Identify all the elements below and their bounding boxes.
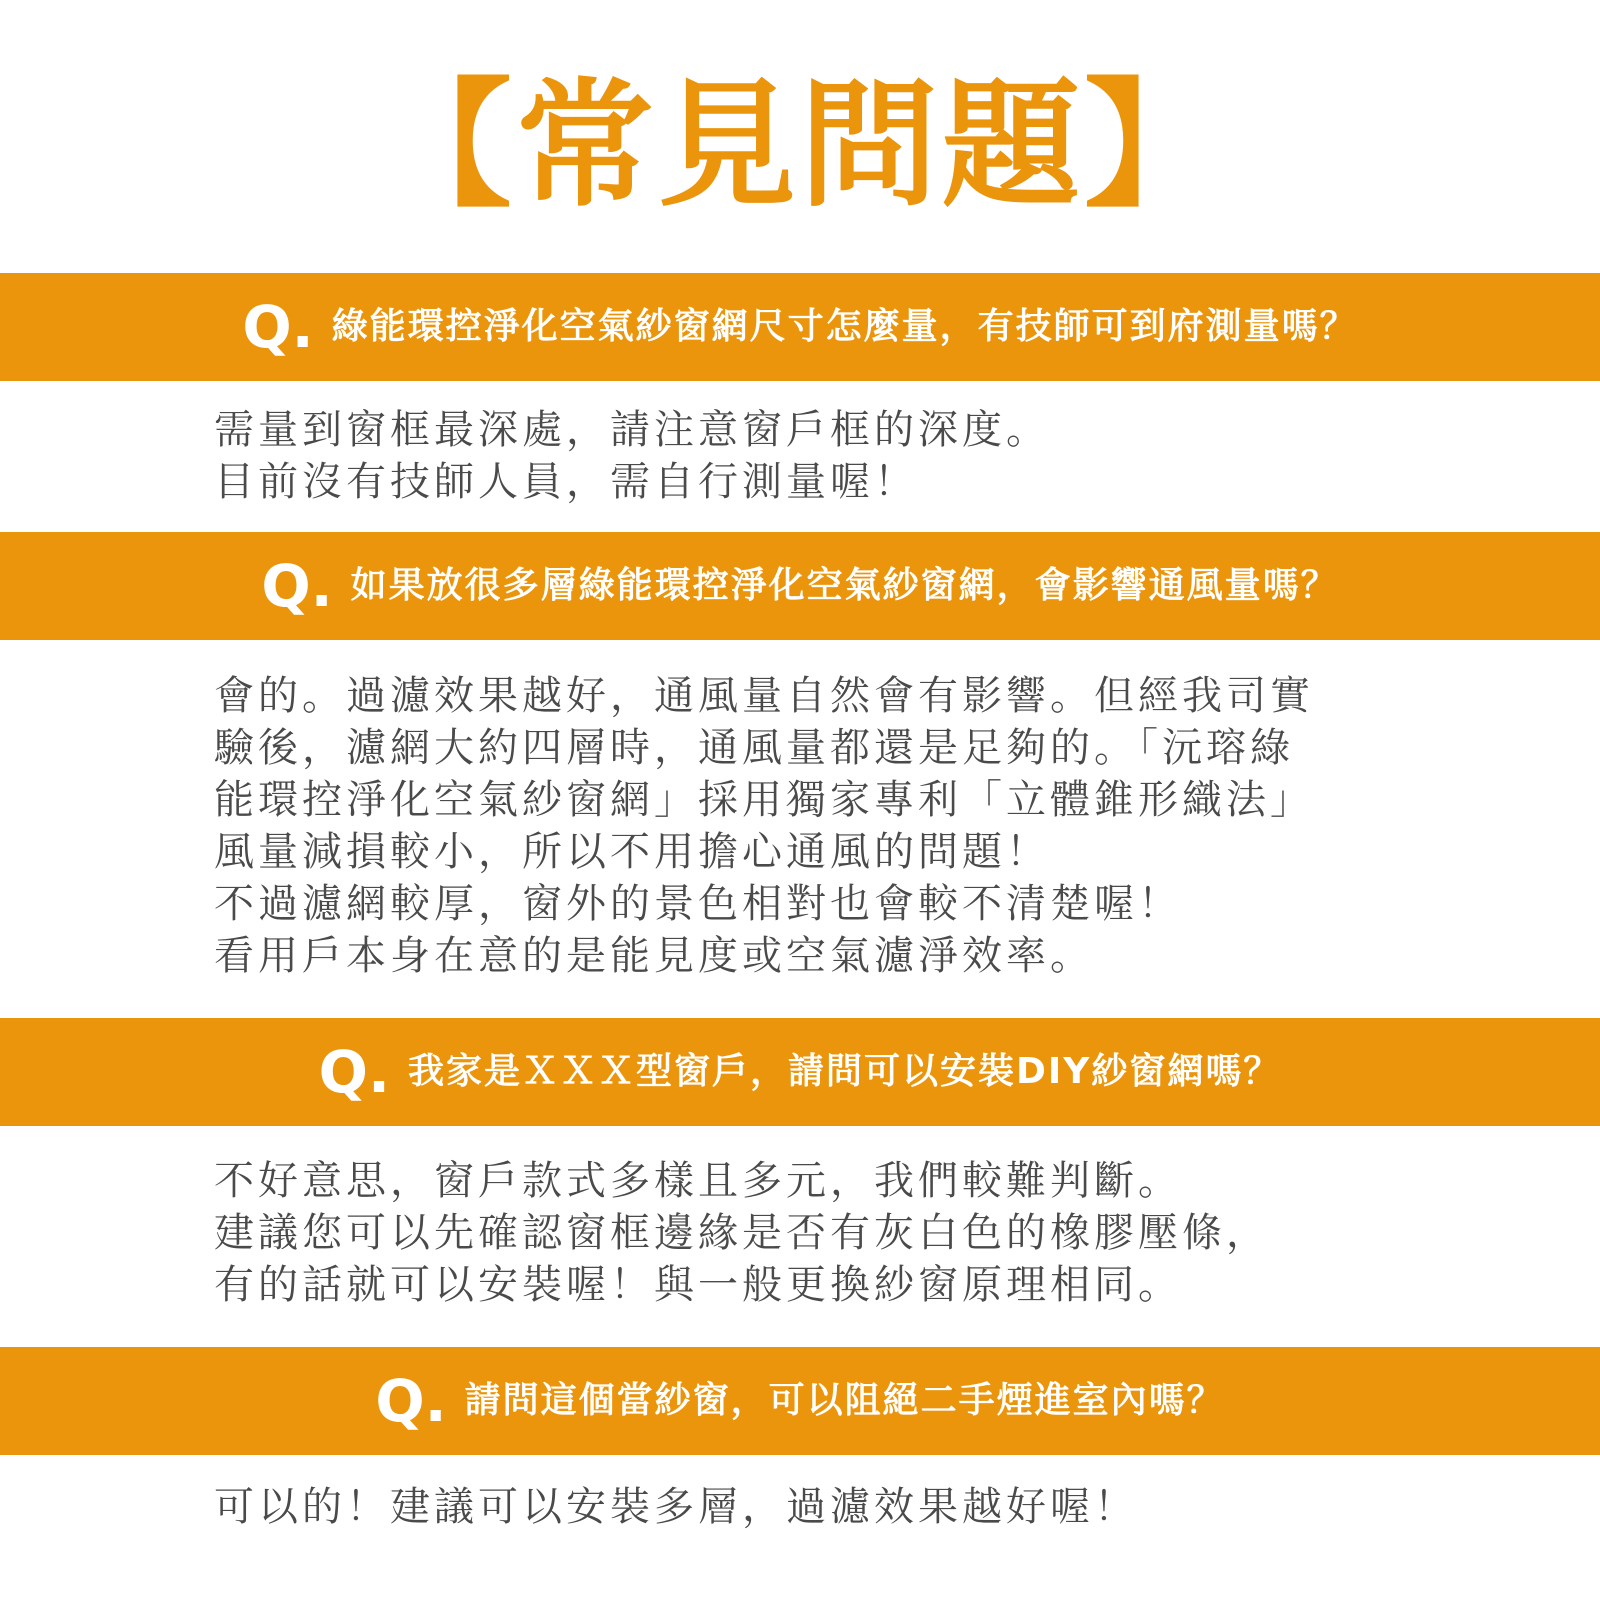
- faq-question-bar-3: [0, 1018, 1600, 1126]
- faq-question-bar-2: [0, 532, 1600, 640]
- answer-line: 會的。過濾效果越好，通風量自然會有影響。但經我司實: [214, 673, 1314, 719]
- question-text: 我家是ＸＸＸ型窗戶，請問可以安裝DIY紗窗網嗎？: [407, 1051, 1282, 1092]
- faq-answer-3: [214, 1155, 1494, 1311]
- answer-line: 可以的！建議可以安裝多層，過濾效果越好喔！: [214, 1484, 1138, 1530]
- answer-line: 有的話就可以安裝喔！與一般更換紗窗原理相同。: [214, 1262, 1182, 1308]
- faq-answer-1: [214, 404, 1494, 508]
- answer-line: 不好意思，窗戶款式多樣且多元，我們較難判斷。: [214, 1158, 1182, 1204]
- answer-line: 看用戶本身在意的是能見度或空氣濾淨效率。: [214, 933, 1094, 979]
- answer-line: 建議您可以先確認窗框邊緣是否有灰白色的橡膠壓條，: [214, 1210, 1270, 1256]
- page-title: 【常見問題】: [373, 65, 1226, 226]
- answer-line: 不過濾網較厚，窗外的景色相對也會較不清楚喔！: [214, 881, 1182, 927]
- question-text: 綠能環控淨化空氣紗窗網尺寸怎麼量，有技師可到府測量嗎？: [331, 306, 1358, 347]
- question-mark-label: Q.: [242, 293, 314, 361]
- question-mark-label: Q.: [318, 1038, 390, 1106]
- answer-line: 驗後，濾網大約四層時，通風量都還是足夠的。「沅瑢綠: [214, 725, 1294, 771]
- answer-line: 需量到窗框最深處，請注意窗戶框的深度。: [214, 407, 1050, 453]
- faq-answer-4: [214, 1481, 1494, 1533]
- question-mark-label: Q.: [261, 552, 333, 620]
- answer-line: 風量減損較小，所以不用擔心通風的問題！: [214, 829, 1050, 875]
- faq-answer-2: [214, 670, 1494, 982]
- question-text: 請問這個當紗窗，可以阻絕二手煙進室內嗎？: [464, 1380, 1225, 1421]
- answer-line: 能環控淨化空氣紗窗網」採用獨家專利「立體錐形織法」: [214, 777, 1314, 823]
- faq-question-bar-1: [0, 273, 1600, 381]
- question-mark-label: Q.: [375, 1367, 447, 1435]
- faq-question-bar-4: [0, 1347, 1600, 1455]
- question-text: 如果放很多層綠能環控淨化空氣紗窗網，會影響通風量嗎？: [350, 565, 1339, 606]
- answer-line: 目前沒有技師人員，需自行測量喔！: [214, 459, 918, 505]
